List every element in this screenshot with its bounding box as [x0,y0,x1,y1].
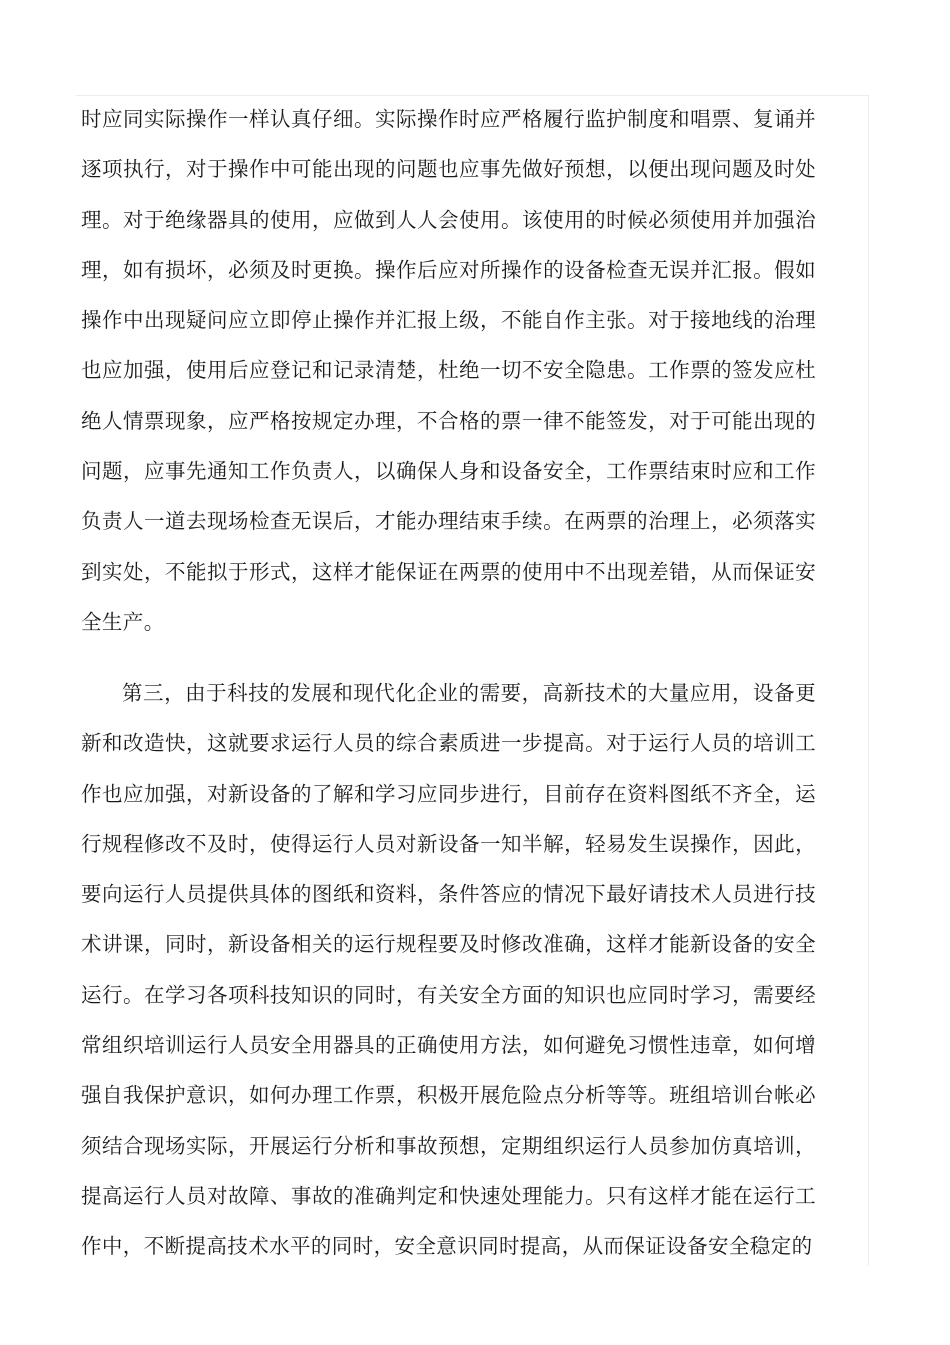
paragraph-safety-tickets: 时应同实际操作一样认真仔细。实际操作时应严格履行监护制度和唱票、复诵并逐项执行，对于操作中可能出现的问题也应事先做好预想，以便出现问题及时处理。对于绝缘器具的使用，应做到人人会使用。该使用的时候必须使用并加强治理，如有损坏，必须及时更换。操作后应对所操作的设备检查无误并汇报。假如操作中出现疑问应立即停止操作并汇报上级，不能自作主张。对于接地线的治理也应加强，使用后应登记和记录清楚，杜绝一切不安全隐患。工作票的签发应杜绝人情票现象，应严格按规定办理，不合格的票一律不能签发，对于可能出现的问题，应事先通知工作负责人，以确保人身和设备安全，工作票结束时应和工作负责人一道去现场检查无误后，才能办理结束手续。在两票的治理上，必须落实到实处，不能拟于形式，这样才能保证在两票的使用中不出现差错，从而保证安全生产。 [81,107,816,634]
paragraph-third-training: 第三，由于科技的发展和现代化企业的需要，高新技术的大量应用，设备更新和改造快，这就要求运行人员的综合素质进一步提高。对于运行人员的培训工作也应加强，对新设备的了解和学习应同步进行，目前存在资料图纸不齐全，运行规程修改不及时，使得运行人员对新设备一知半解，轻易发生误操作，因此，要向运行人员提供具体的图纸和资料，条件答应的情况下最好请技术人员进行技术讲课，同时，新设备相关的运行规程要及时修改准确，这样才能新设备的安全运行。在学习各项科技知识的同时，有关安全方面的知识也应同时学习，需要经常组织培训运行人员安全用器具的正确使用方法，如何避免习惯性违章，如何增强自我保护意识，如何办理工作票，积极开展危险点分析等等。班组培训台帐必须结合现场实际，开展运行分析和事故预想，定期组织运行人员参加仿真培训，提高运行人员对故障、事故的准确判定和快速处理能力。只有这样才能在运行工作中，不断提高技术水平的同时，安全意识同时提高，从而保证设备安全稳定的 [81,681,816,1259]
